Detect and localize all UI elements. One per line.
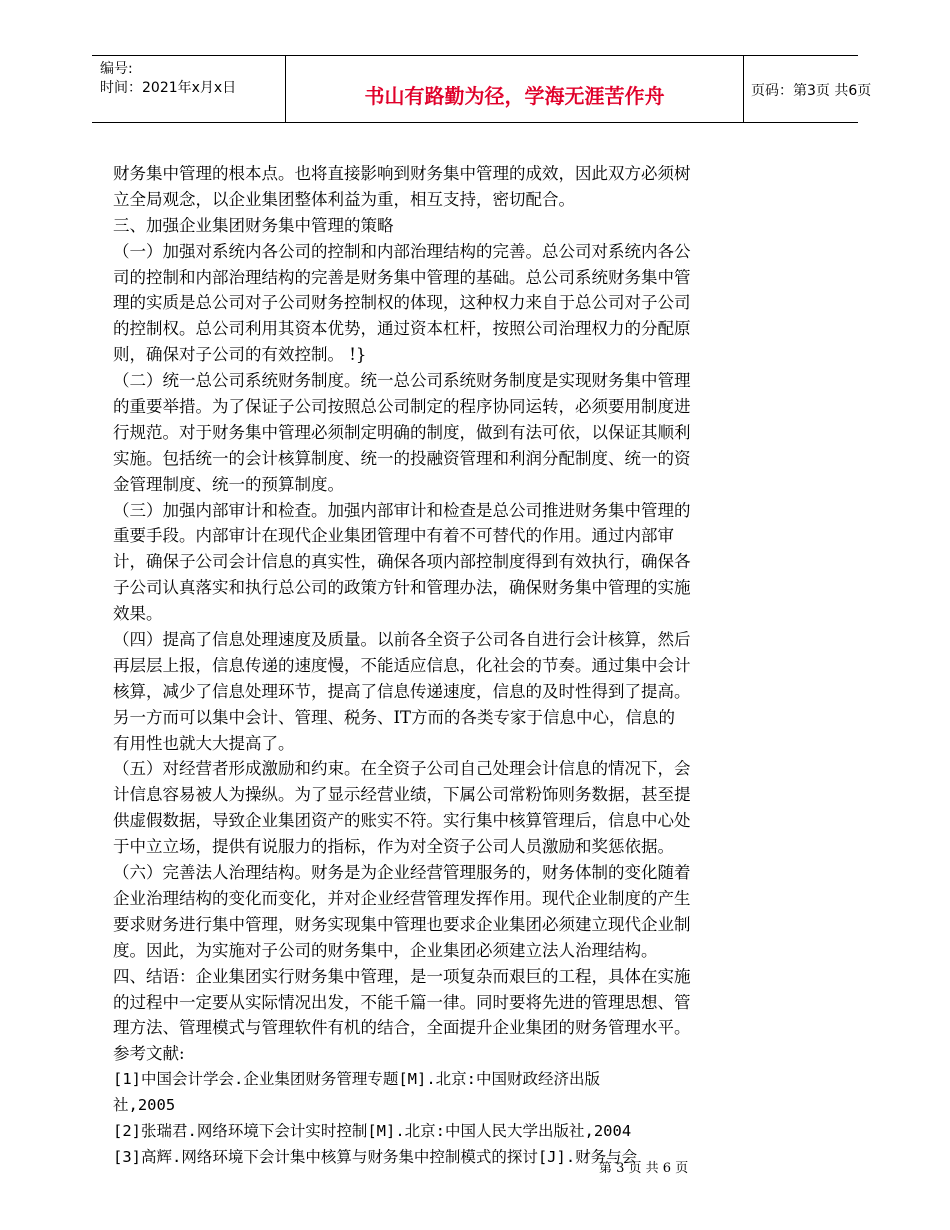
document-time-label: 时间：2021年x月x日	[100, 80, 237, 96]
body-text-line: （一）加强对系统内各公司的控制和内部治理结构的完善。总公司对系统内各公	[113, 241, 691, 261]
body-text-line: 度。因此，为实施对子公司的财务集中，企业集团必须建立法人治理结构。	[113, 940, 658, 960]
body-text-line: 另一方而可以集中会计、管理、税务、IT方而的各类专家于信息中心，信息的	[113, 707, 676, 727]
body-text-line: 的重要举措。为了保证子公司按照总公司制定的程序协同运转，必须要用制度进	[113, 397, 691, 417]
body-text-line: 实施。包括统一的会计核算制度、统一的投融资管理和利润分配制度、统一的资	[113, 448, 691, 468]
body-text-line: 要求财务进行集中管理，财务实现集中管理也要求企业集团必须建立现代企业制	[113, 914, 691, 934]
header-motto-cell	[285, 56, 744, 122]
body-text-line: 的过程中一定要从实际情况出发，不能千篇一律。同时要将先进的管理思想、管	[113, 992, 691, 1012]
page-footer: 第 3 页 共 6 页	[599, 1161, 689, 1176]
body-text-line: 子公司认真落实和执行总公司的政策方针和管理办法，确保财务集中管理的实施	[113, 578, 691, 598]
body-text-line: （二）统一总公司系统财务制度。统一总公司系统财务制度是实现财务集中管理	[113, 371, 691, 391]
document-number-label: 编号:	[100, 61, 133, 77]
body-text-line: 参考文献:	[113, 1044, 185, 1064]
body-text-line: 供虚假数据，导致企业集团资产的账实不符。实行集中核算管理后，信息中心处	[113, 811, 691, 831]
reference-line: [2]张瑞君.网络环境下会计实时控制[M].北京:中国人民大学出版社,2004	[113, 1121, 632, 1140]
body-text-line: 企业治理结构的变化而变化，并对企业经营管理发挥作用。现代企业制度的产生	[113, 888, 691, 908]
body-text-line: 于中立立场，提供有说服力的指标，作为对全资子公司人员激励和奖惩依据。	[113, 837, 674, 857]
body-text-line: 计，确保子公司会计信息的真实性，确保各项内部控制度得到有效执行，确保各	[113, 552, 691, 572]
body-text-line: 效果。	[113, 604, 163, 624]
body-text-line: 核算，减少了信息处理环节，提高了信息传递速度，信息的及时性得到了提高。	[113, 681, 691, 701]
body-text-line: 金管理制度、统一的预算制度。	[113, 474, 344, 494]
body-text-line: （六）完善法人治理结构。财务是为企业经营管理服务的，财务体制的变化随着	[113, 863, 691, 883]
header-page-cell	[743, 56, 872, 122]
reference-line: 社,2005	[113, 1096, 176, 1115]
page-header	[92, 55, 872, 123]
document-body	[113, 161, 773, 1171]
body-text-line: 三、加强企业集团财务集中管理的策略	[113, 215, 394, 235]
body-text-line: 司的控制和内部治理结构的完善是财务集中管理的基础。总公司系统财务集中管	[113, 267, 691, 287]
body-text-line: （五）对经营者形成激励和约束。在全资子公司自己处理会计信息的情况下，会	[113, 759, 691, 779]
body-text-line: 重要手段。内部审计在现代企业集团管理中有着不可替代的作用。通过内部审	[113, 526, 674, 546]
body-text-line: 则，确保对子公司的有效控制。 !}	[113, 345, 367, 365]
header-motto: 书山有路勤为径，学海无涯苦作舟	[364, 84, 665, 108]
references-list	[113, 1067, 773, 1171]
reference-line: [3]高辉.网络环境下会计集中核算与财务集中控制模式的探讨[J].财务与会	[113, 1147, 638, 1166]
body-text-line: 再层层上报，信息传递的速度慢，不能适应信息，化社会的节奏。通过集中会计	[113, 655, 691, 675]
body-text-line: 计信息容易被人为操纵。为了显示经营业绩，下属公司常粉饰则务数据，甚至提	[113, 785, 691, 805]
body-text-line: 理方法、管理模式与管理软件有机的结合，全面提升企业集团的财务管理水平。	[113, 1018, 691, 1038]
body-text-line: 财务集中管理的根本点。也将直接影响到财务集中管理的成效，因此双方必须树	[113, 164, 691, 183]
body-text-line: 理的实质是总公司对子公司财务控制权的体现，这种权力来自于总公司对子公司	[113, 293, 691, 313]
header-page-number: 页码：第3页 共6页	[751, 83, 872, 99]
body-text-line: 立全局观念，以企业集团整体利益为重，相互支持，密切配合。	[113, 189, 575, 209]
reference-line: [1]中国会计学会.企业集团财务管理专题[M].北京:中国财政经济出版	[113, 1070, 600, 1089]
body-paragraphs	[113, 161, 773, 1067]
body-text-line: 有用性也就大大提高了。	[113, 733, 295, 753]
body-text-line: 的控制权。总公司利用其资本优势，通过资本杠杆，按照公司治理权力的分配原	[113, 319, 691, 339]
body-text-line: （三）加强内部审计和检查。加强内部审计和检查是总公司推进财务集中管理的	[113, 500, 691, 520]
body-text-line: 四、结语：企业集团实行财务集中管理，是一项复杂而艰巨的工程，具体在实施	[113, 966, 691, 986]
body-text-line: （四）提高了信息处理速度及质量。以前各全资子公司各自进行会计核算，然后	[113, 630, 691, 650]
header-meta	[92, 56, 285, 122]
body-text-line: 行规范。对于财务集中管理必须制定明确的制度，做到有法可依，以保证其顺利	[113, 422, 691, 442]
